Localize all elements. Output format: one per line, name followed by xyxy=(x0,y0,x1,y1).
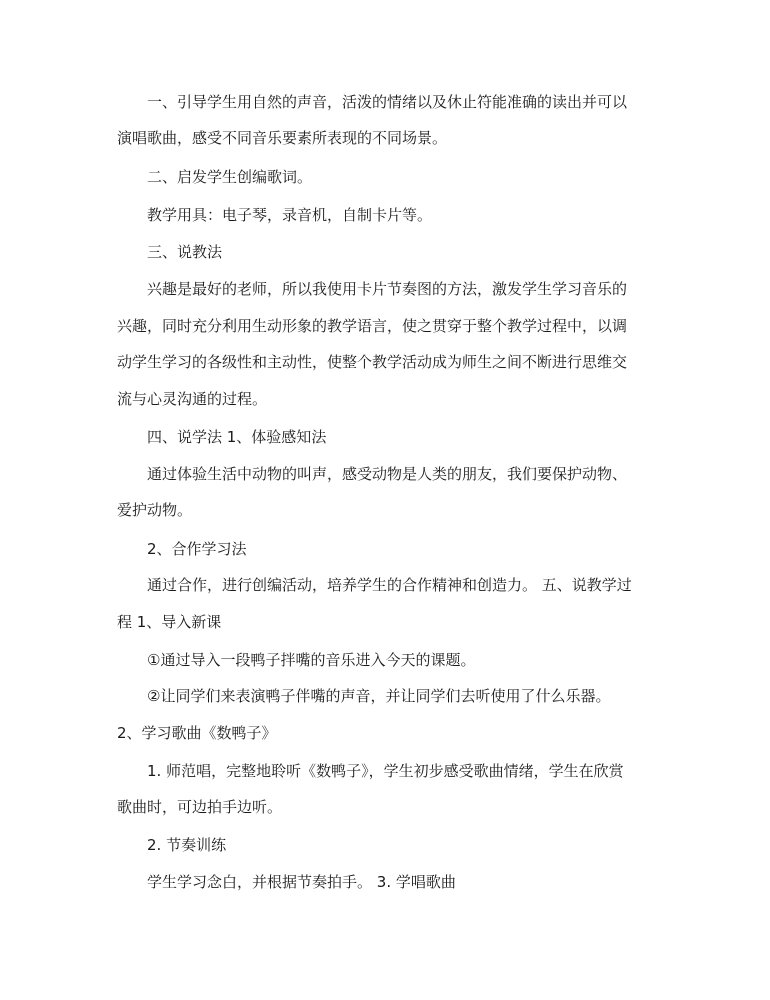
section-heading: 2、学习歌曲《数鸭子》 xyxy=(117,724,277,742)
paragraph-line: 演唱歌曲，感受不同音乐要素所表现的不同场景。 xyxy=(117,129,448,147)
paragraph-line: ①通过导入一段鸭子拌嘴的音乐进入今天的课题。 xyxy=(147,651,476,669)
paragraph-line: 兴趣是最好的老师，所以我使用卡片节奏图的方法，激发学生学习音乐的 xyxy=(147,280,628,298)
paragraph-line: 通过合作，进行创编活动，培养学生的合作精神和创造力。 五、说教学过 xyxy=(147,576,632,594)
paragraph-line: 教学用具：电子琴，录音机，自制卡片等。 xyxy=(147,206,433,224)
paragraph-line: 动学生学习的各级性和主动性，使整个教学活动成为师生之间不断进行思维交 xyxy=(117,353,628,371)
section-heading: 2、合作学习法 xyxy=(147,540,247,558)
section-heading: 三、说教法 xyxy=(147,243,223,261)
paragraph-line: 1. 师范唱，完整地聆听《数鸭子》，学生初步感受歌曲情绪，学生在欣赏 xyxy=(147,762,624,780)
section-heading: 2. 节奏训练 xyxy=(147,836,227,854)
paragraph-line: 一、引导学生用自然的声音，活泼的情绪以及休止符能准确的读出并可以 xyxy=(147,93,628,111)
section-heading: 四、说学法 1、体验感知法 xyxy=(147,428,327,446)
paragraph-line: 流与心灵沟通的过程。 xyxy=(117,390,268,408)
paragraph-line: 爱护动物。 xyxy=(117,501,193,519)
paragraph-line: 学生学习念白，并根据节奏拍手。 3. 学唱歌曲 xyxy=(147,873,456,891)
paragraph-line: ②让同学们来表演鸭子伴嘴的声音，并让同学们去听使用了什么乐器。 xyxy=(147,687,611,705)
section-heading: 二、启发学生创编歌词。 xyxy=(147,168,313,186)
paragraph-line: 兴趣，同时充分利用生动形象的教学语言，使之贯穿于整个教学过程中，以调 xyxy=(117,317,628,335)
paragraph-line: 通过体验生活中动物的叫声，感受动物是人类的朋友，我们要保护动物、 xyxy=(147,465,628,483)
paragraph-line: 程 1、导入新课 xyxy=(117,613,222,631)
paragraph-line: 歌曲时，可边拍手边听。 xyxy=(117,798,283,816)
